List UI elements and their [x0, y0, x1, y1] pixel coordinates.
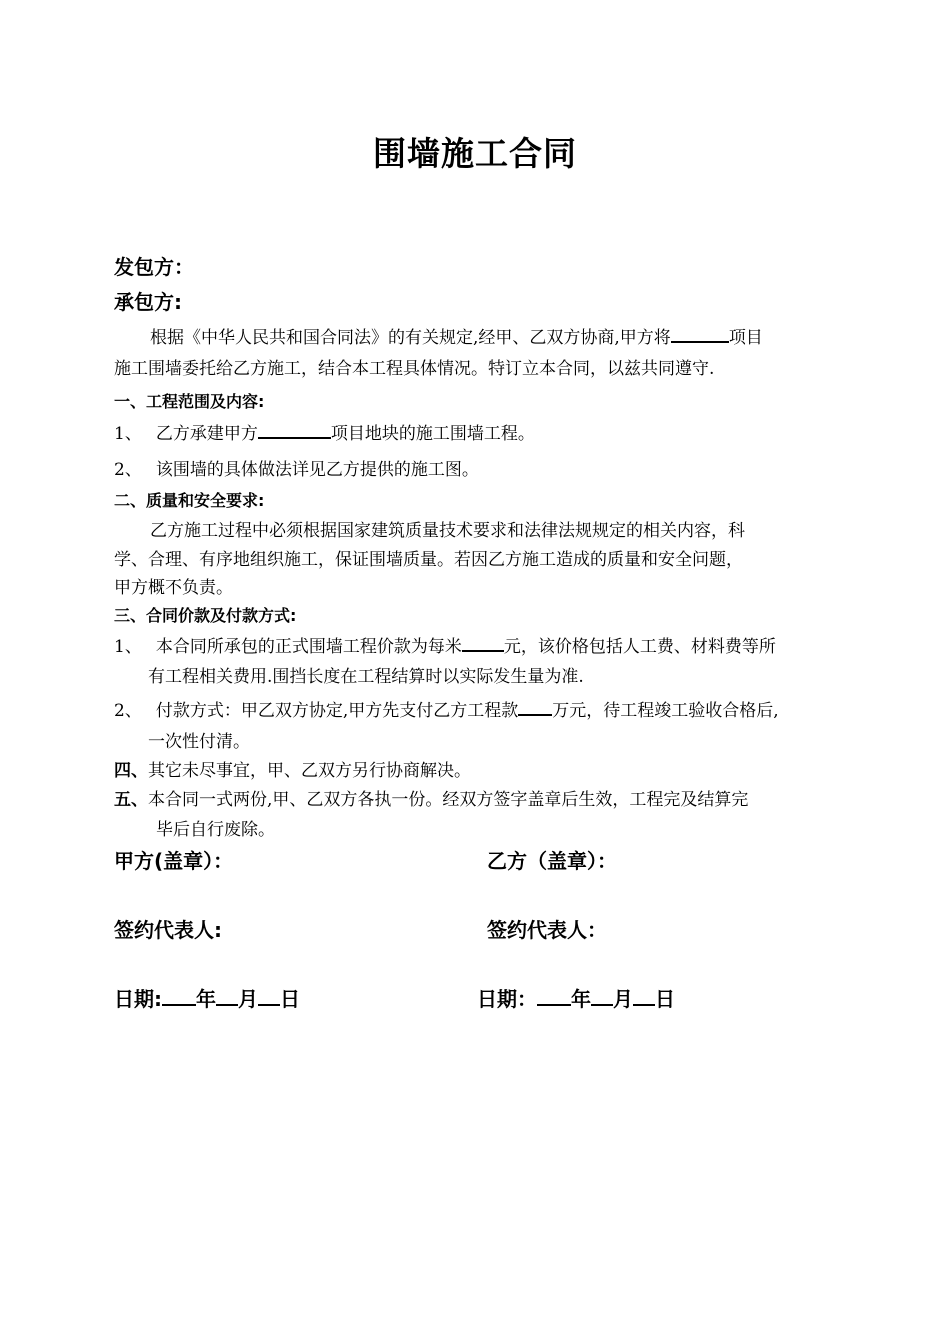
party-a-seal-label: 甲方(盖章）： — [114, 849, 234, 873]
section-3-item-2 — [114, 696, 779, 721]
section-2-line-2: 学、合理、有序地组织施工，保证围墙质量。若因乙方施工造成的质量和安全问题， — [114, 550, 743, 570]
item-number: 2、 — [114, 701, 142, 721]
section-3-heading: 三、合同价款及付款方式: — [114, 606, 297, 625]
day-label: 日 — [655, 987, 675, 1011]
section-5 — [114, 785, 748, 810]
section-1-heading: 一、工程范围及内容: — [114, 392, 265, 411]
party-a-rep-label: 签约代表人: — [114, 918, 222, 942]
month-blank — [216, 1003, 238, 1006]
party-b-date-line — [477, 983, 675, 1012]
section-number: 四、 — [114, 761, 148, 781]
item-text: 该围墙的具体做法详见乙方提供的施工图。 — [155, 460, 479, 480]
item-text-cont: 万元，待工程竣工验收合格后, — [552, 701, 779, 721]
item-number: 2、 — [114, 460, 142, 480]
preamble-line-2: 施工围墙委托给乙方施工，结合本工程具体情况。特订立本合同，以兹共同遵守. — [114, 359, 715, 379]
preamble-line-1 — [150, 323, 763, 348]
document-title: 围墙施工合同 — [373, 134, 577, 173]
section-2-line-3: 甲方概不负责。 — [114, 578, 233, 598]
year-blank — [537, 1003, 571, 1006]
project-name-blank — [671, 340, 729, 343]
item-text-cont: 元，该价格包括人工费、材料费等所 — [503, 637, 776, 657]
advance-payment-blank — [518, 713, 552, 716]
item-text-cont: 项目地块的施工围墙工程。 — [330, 424, 535, 444]
section-2-line-1: 乙方施工过程中必须根据国家建筑质量技术要求和法律法规规定的相关内容，科 — [150, 521, 745, 541]
item-text: 乙方承建甲方 — [155, 424, 258, 444]
year-label: 年 — [196, 987, 216, 1011]
price-per-meter-blank — [462, 649, 504, 652]
party-b-seal-label: 乙方（盖章）： — [487, 849, 617, 873]
item-number: 1、 — [114, 637, 142, 657]
section-text: 本合同一式两份,甲、乙双方各执一份。经双方签字盖章后生效，工程完及结算完 — [148, 790, 749, 810]
item-text: 本合同所承包的正式围墙工程价款为每米 — [155, 637, 462, 657]
date-label: 日期： — [477, 987, 537, 1011]
section-3-item-1-cont: 有工程相关费用.围挡长度在工程结算时以实际发生量为准. — [148, 667, 584, 687]
contractor-label: 承包方: — [114, 290, 182, 314]
section-4 — [114, 756, 471, 781]
preamble-text: 根据《中华人民共和国合同法》的有关规定,经甲、乙双方协商,甲方将 — [150, 328, 671, 348]
date-label: 日期: — [114, 987, 162, 1011]
day-blank — [258, 1003, 280, 1006]
section-2-heading: 二、质量和安全要求: — [114, 491, 265, 510]
section-text: 其它未尽事宜，甲、乙双方另行协商解决。 — [148, 761, 471, 781]
section-5-cont: 毕后自行废除。 — [156, 820, 275, 840]
month-blank — [591, 1003, 613, 1006]
section-number: 五、 — [114, 790, 148, 810]
month-label: 月 — [238, 987, 258, 1011]
section-1-item-1 — [114, 419, 535, 444]
section-1-item-2 — [114, 455, 479, 480]
month-label: 月 — [613, 987, 633, 1011]
item-text: 付款方式：甲乙双方协定,甲方先支付乙方工程款 — [155, 701, 519, 721]
party-a-date-line — [114, 983, 300, 1012]
preamble-text-cont: 项目 — [728, 328, 763, 348]
employer-label: 发包方： — [114, 255, 194, 279]
party-b-rep-label: 签约代表人： — [487, 918, 607, 942]
section-3-item-1 — [114, 632, 776, 657]
year-label: 年 — [571, 987, 591, 1011]
year-blank — [162, 1003, 196, 1006]
section-3-item-2-cont: 一次性付清。 — [148, 732, 250, 752]
item-number: 1、 — [114, 424, 142, 444]
employer-project-blank — [258, 436, 331, 439]
day-label: 日 — [280, 987, 300, 1011]
day-blank — [633, 1003, 655, 1006]
